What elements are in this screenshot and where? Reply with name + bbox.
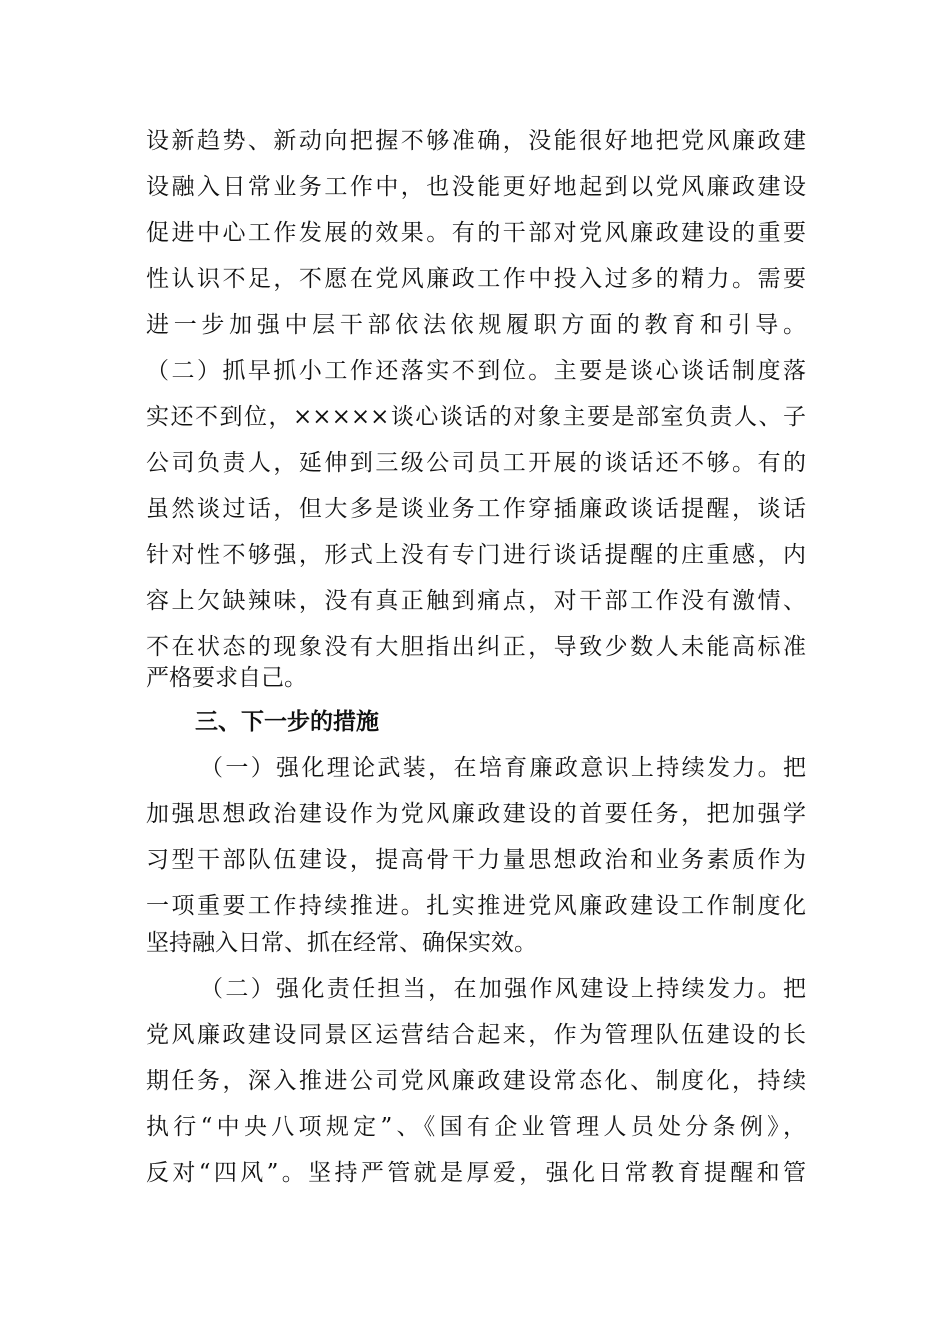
body-line: 设融入日常业务工作中，也没能更好地起到以党风廉政建设: [146, 174, 806, 200]
body-line: 公司负责人，延伸到三级公司员工开展的谈话还不够。有的: [146, 450, 806, 476]
body-line: 期任务，深入推进公司党风廉政建设常态化、制度化，持续: [146, 1068, 806, 1094]
body-line: 设新趋势、新动向把握不够准确，没能很好地把党风廉政建: [146, 128, 806, 154]
body-line: 严格要求自己。: [146, 665, 307, 691]
body-line: 进一步加强中层干部依法依规履职方面的教育和引导。: [146, 312, 806, 338]
body-line: 虽然谈过话，但大多是谈业务工作穿插廉政谈话提醒，谈话: [146, 496, 806, 522]
body-line: 坚持融入日常、抓在经常、确保实效。: [146, 930, 537, 956]
paragraph-first-line: （一）强化理论武装，在培育廉政意识上持续发力。把: [200, 755, 806, 781]
body-line: 针对性不够强，形式上没有专门进行谈话提醒的庄重感，内: [146, 542, 806, 568]
paragraph-first-line: （二）强化责任担当，在加强作风建设上持续发力。把: [200, 976, 806, 1002]
body-line: 党风廉政建设同景区运营结合起来，作为管理队伍建设的长: [146, 1022, 806, 1048]
body-line: 习型干部队伍建设，提高骨干力量思想政治和业务素质作为: [146, 847, 806, 873]
section-heading: 三、下一步的措施: [195, 709, 379, 735]
body-line: 加强思想政治建设作为党风廉政建设的首要任务，把加强学: [146, 801, 806, 827]
body-line: 一项重要工作持续推进。扎实推进党风廉政建设工作制度化: [146, 893, 806, 919]
body-line: 促进中心工作发展的效果。有的干部对党风廉政建设的重要: [146, 220, 806, 246]
body-line: 实还不到位，×××××谈心谈话的对象主要是部室负责人、子: [146, 404, 806, 430]
section-subheading-line: （二）抓早抓小工作还落实不到位。主要是谈心谈话制度落: [146, 358, 806, 384]
body-line: 不在状态的现象没有大胆指出纠正，导致少数人未能高标准: [146, 634, 806, 660]
body-line: 容上欠缺辣味，没有真正触到痛点，对干部工作没有激情、: [146, 588, 806, 614]
body-line: 反对“四风”。坚持严管就是厚爱，强化日常教育提醒和管: [146, 1160, 806, 1186]
body-line: 执行“中央八项规定”、《国有企业管理人员处分条例》，: [146, 1114, 806, 1140]
body-line: 性认识不足，不愿在党风廉政工作中投入过多的精力。需要: [146, 266, 806, 292]
